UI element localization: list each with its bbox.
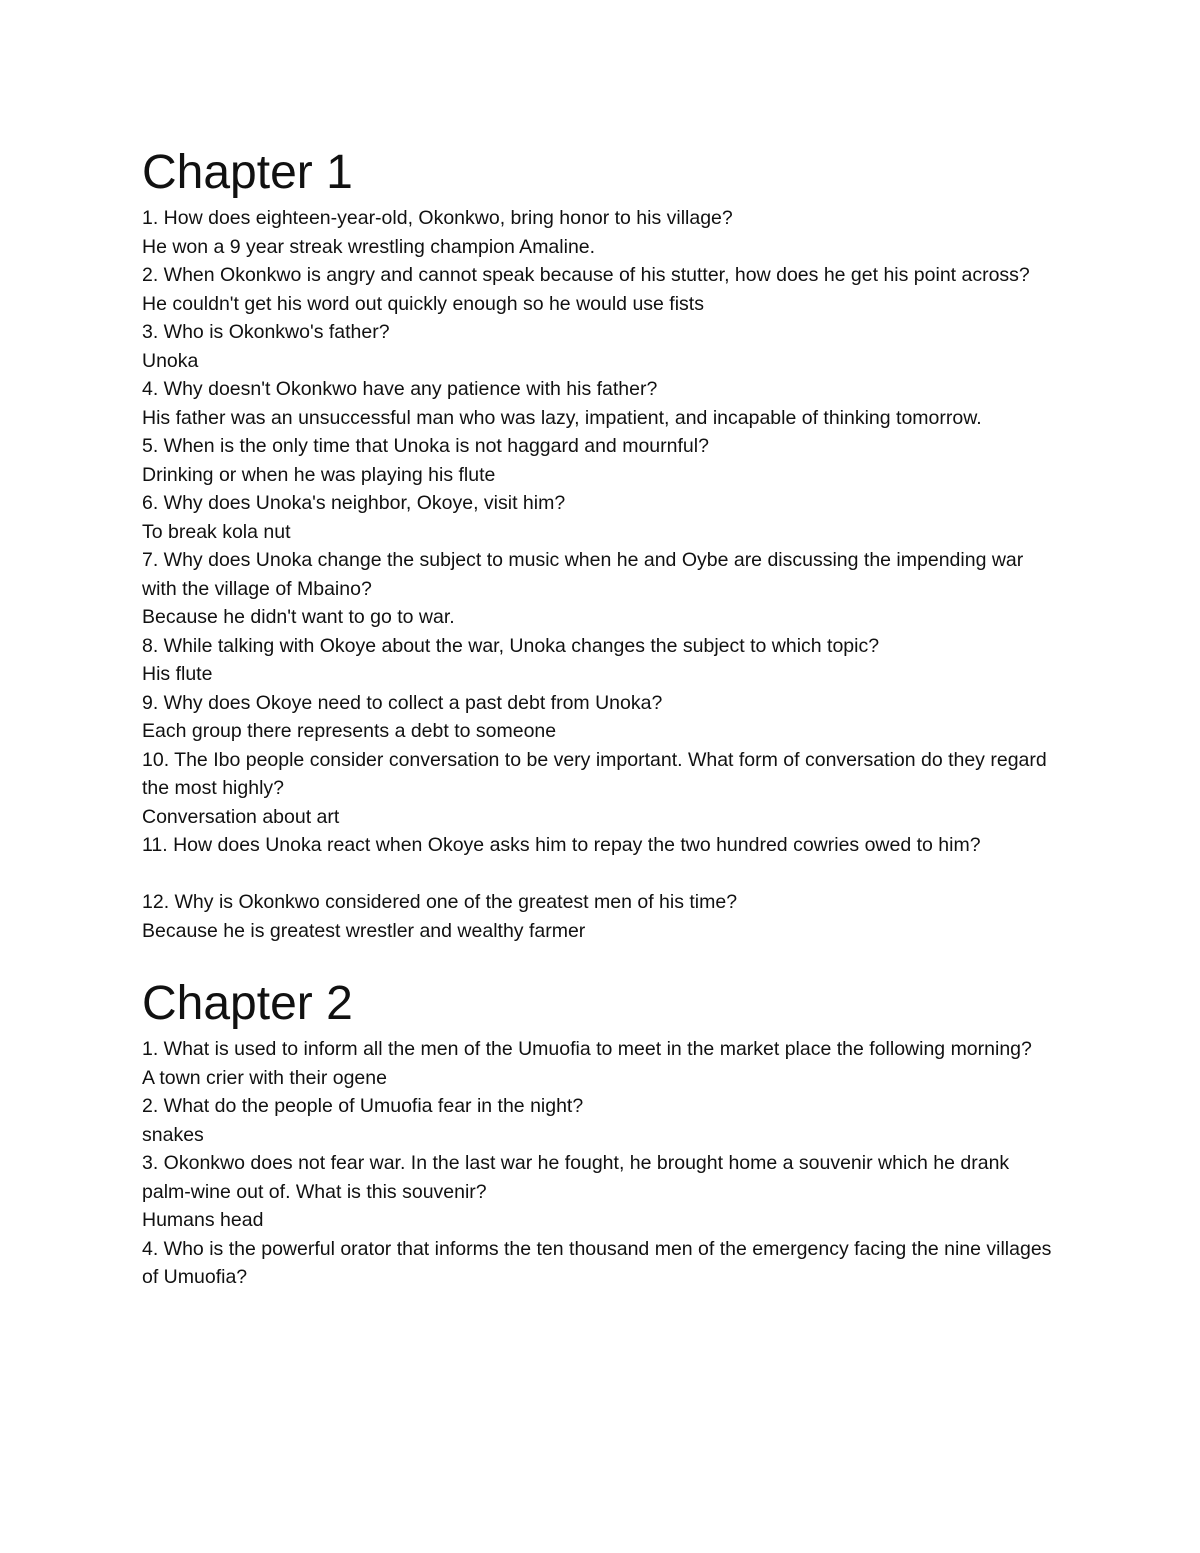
question-2: 2. When Okonkwo is angry and cannot speak because of his stutter, how does he get his point across? — [142, 264, 1030, 286]
chapter-1-content — [142, 204, 1062, 945]
answer-8: His flute — [142, 663, 213, 685]
blank-answer-11 — [142, 860, 1062, 889]
answer-1: He won a 9 year streak wrestling champion Amaline. — [142, 235, 596, 258]
question-6: 6. Why does Unoka's neighbor, Okoye, visit him? — [142, 492, 566, 514]
answer-4: His father was an unsuccessful man who was lazy, impatient, and incapable of thinking tomorrow. — [142, 406, 982, 429]
question-3: 3. Who is Okonkwo's father? — [142, 321, 390, 343]
question-1: 1. How does eighteen-year-old, Okonkwo, bring honor to his village? — [142, 207, 733, 229]
answer-9: Each group there represents a debt to someone — [142, 720, 557, 742]
answer-2: He couldn't get his word out quickly enough so he would use fists — [142, 292, 704, 315]
chapter-2-heading: Chapter 2 — [142, 977, 353, 1030]
answer-6: To break kola nut — [142, 520, 291, 543]
question-4: 4. Who is the powerful orator that informs the ten thousand men of the emergency facing the nine villages of Umuofia? — [142, 1237, 1052, 1288]
answer-5: Drinking or when he was playing his flute — [142, 463, 496, 486]
answer-3: Humans head — [142, 1209, 264, 1231]
answer-7: Because he didn't want to go to war. — [142, 606, 455, 628]
answer-10: Conversation about art — [142, 805, 340, 828]
question-8: 8. While talking with Okoye about the war, Unoka changes the subject to which topic? — [142, 634, 880, 657]
chapter-2-content — [142, 1035, 1062, 1292]
answer-1: A town crier with their ogene — [142, 1066, 387, 1089]
question-9: 9. Why does Okoye need to collect a past debt from Unoka? — [142, 691, 663, 714]
question-12: 12. Why is Okonkwo considered one of the greatest men of his time? — [142, 891, 738, 913]
document-page — [142, 142, 1062, 1292]
question-2: 2. What do the people of Umuofia fear in the night? — [142, 1095, 584, 1117]
chapter-1-heading: Chapter 1 — [142, 146, 353, 199]
question-1: 1. What is used to inform all the men of the Umuofia to meet in the market place the following morning? — [142, 1038, 1032, 1060]
answer-2: snakes — [142, 1123, 204, 1146]
question-3: 3. Okonkwo does not fear war. In the last war he fought, he brought home a souvenir which he drank palm-wine out of. What is this souvenir? — [142, 1152, 1010, 1203]
question-10: 10. The Ibo people consider conversation to be very important. What form of conversation do they regard the most highly? — [142, 748, 1047, 799]
answer-3: Unoka — [142, 349, 199, 372]
answer-12: Because he is greatest wrestler and wealthy farmer — [142, 919, 586, 942]
question-11: 11. How does Unoka react when Okoye asks him to repay the two hundred cowries owed to him? — [142, 834, 981, 856]
question-4: 4. Why doesn't Okonkwo have any patience with his father? — [142, 378, 658, 400]
question-7: 7. Why does Unoka change the subject to music when he and Oybe are discussing the impending war with the village of Mbaino? — [142, 549, 1024, 600]
question-5: 5. When is the only time that Unoka is not haggard and mournful? — [142, 435, 709, 457]
